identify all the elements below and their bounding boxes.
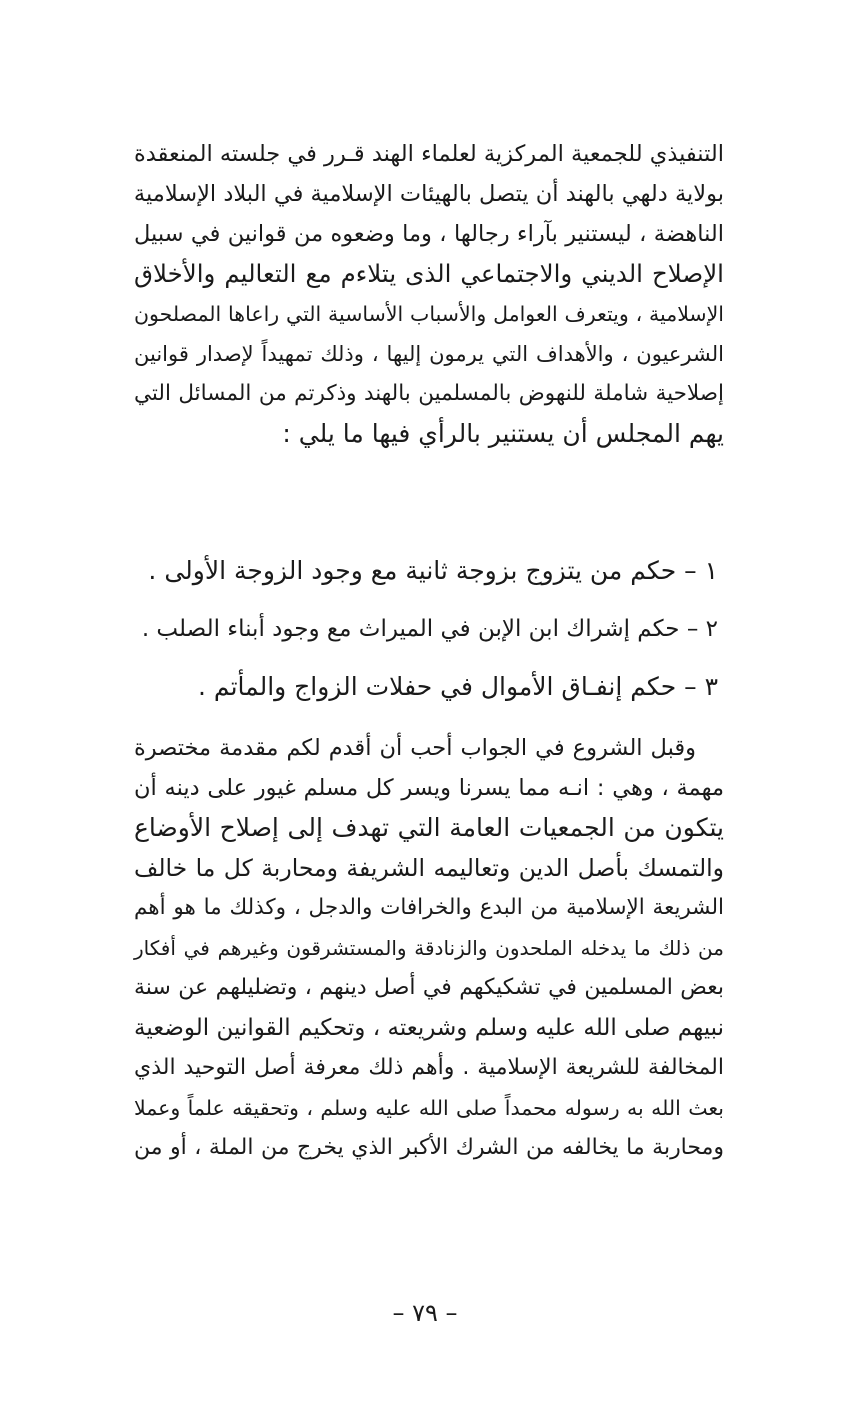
text-line: الإصلاح الديني والاجتماعي الذى يتلاءم مع التعاليم والأخلاق <box>134 259 724 288</box>
text-line: نبيهم صلى الله عليه وسلم وشريعته ، وتحكيم القوانين الوضعية <box>134 1015 724 1041</box>
text-line: ومحاربة ما يخالفه من الشرك الأكبر الذي يخرج من الملة ، أو من <box>134 1135 724 1160</box>
text-line: الشرعيون ، والأهداف التي يرمون إليها ، وذلك تمهيداً لإصدار قوانين <box>134 342 724 366</box>
text-line: بعث الله به رسوله محمداً صلى الله عليه وسلم ، وتحقيقه علماً وعملا <box>134 1096 724 1120</box>
text-line: مهمة ، وهي : انـه مما يسرنا ويسر كل مسلم غيور على دينه أن <box>134 775 724 801</box>
text-line: يهم المجلس أن يستنير بالرأي فيها ما يلي : <box>282 419 724 448</box>
question-item: ٣ – حكم إنفـاق الأموال في حفلات الزواج والمأتم . <box>198 672 718 701</box>
questions-list <box>134 542 724 716</box>
text-line: والتمسك بأصل الدين وتعاليمه الشريفة ومحاربة كل ما خالف <box>134 854 724 882</box>
text-line: وقبل الشروع في الجواب أحب أن أقدم لكم مقدمة مختصرة <box>134 735 696 761</box>
text-line: الناهضة ، ليستنير بآراء رجالها ، وما وضعوه من قوانين في سبيل <box>134 221 724 247</box>
text-line: التنفيذي للجمعية المركزية لعلماء الهند قـرر في جلسته المنعقدة <box>134 141 724 167</box>
text-line: إصلاحية شاملة للنهوض بالمسلمين بالهند وذكرتم من المسائل التي <box>134 381 724 406</box>
paragraph-1 <box>134 134 724 454</box>
text-line: بعض المسلمين في تشكيكهم في أصل دينهم ، وتضليلهم عن سنة <box>134 975 724 1000</box>
question-item: ٢ – حكم إشراك ابن الإبن في الميراث مع وجود أبناء الصلب . <box>141 616 718 642</box>
page-number: – ٧٩ – <box>392 1299 458 1327</box>
paragraph-2 <box>134 728 724 1168</box>
text-line: الإسلامية ، ويتعرف العوامل والأسباب الأساسية التي راعاها المصلحون <box>134 302 724 326</box>
question-item: ١ – حكم من يتزوج بزوجة ثانية مع وجود الزوجة الأولى . <box>148 556 718 585</box>
text-line: بولاية دلهي بالهند أن يتصل بالهيئات الإسلامية في البلاد الإسلامية <box>133 181 724 207</box>
text-line: من ذلك ما يدخله الملحدون والزنادقة والمستشرقون وغيرهم في أفكار <box>134 936 724 960</box>
text-line: المخالفة للشريعة الإسلامية . وأهم ذلك معرفة أصل التوحيد الذي <box>134 1055 724 1080</box>
text-line: الشريعة الإسلامية من البدع والخرافات والدجل ، وكذلك ما هو أهم <box>134 895 724 920</box>
text-line: يتكون من الجمعيات العامة التي تهدف إلى إصلاح الأوضاع <box>134 813 724 842</box>
